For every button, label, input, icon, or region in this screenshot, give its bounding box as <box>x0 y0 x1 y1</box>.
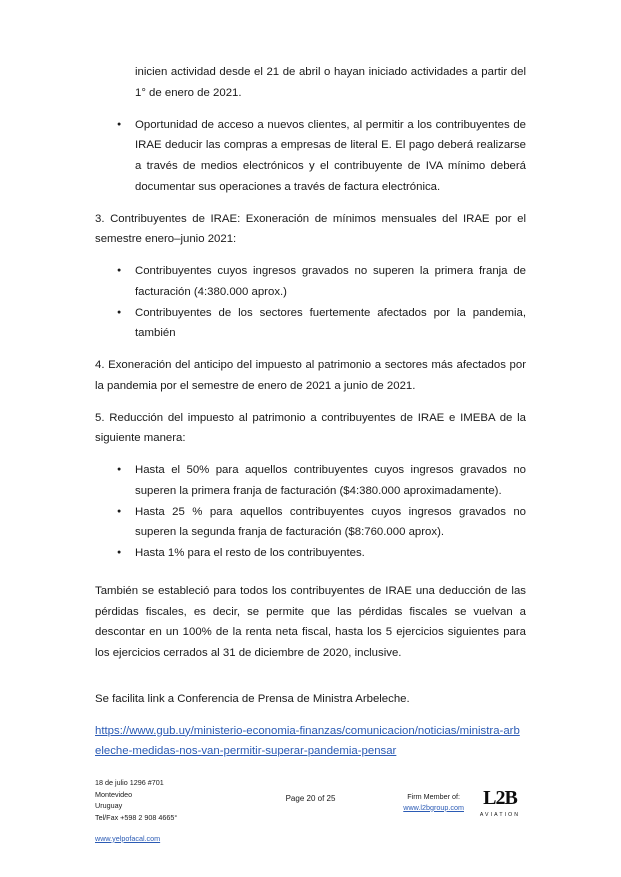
top-continuation-paragraph: inicien actividad desde el 21 de abril o hayan iniciado actividades a partir del 1° de enero de 2021. <box>135 66 526 99</box>
logo-wordmark: L2B <box>483 787 517 809</box>
list-item: ● Hasta el 50% para aquellos contribuyentes cuyos ingresos gravados no superen la primera franja de facturación ($4:380.000 aproximadamente). <box>95 460 526 502</box>
address-line-3: Uruguay <box>95 801 123 811</box>
closing-paragraph: También se estableció para todos los contribuyentes de IRAE una deducción de las pérdidas fiscales, es decir, se permite que las pérdidas fiscales se vuelvan a descontar en un 100% de la renta neta fiscal, hasta los 5 ejercicios siguientes para los ejercicios cerrados al 31 de diciembre de 2020, inclusive. <box>95 584 526 659</box>
page-number: Page 20 of 25 <box>285 794 336 803</box>
list-item: ● Contribuyentes cuyos ingresos gravados no superen la primera franja de facturación (4:380.000 aprox.) <box>95 261 526 303</box>
spacer <box>95 675 526 689</box>
firm-member-group <box>403 788 464 814</box>
list-item: ● Hasta 1% para el resto de los contribuyentes. <box>95 543 526 564</box>
link-intro-paragraph: Se facilita link a Conferencia de Prensa de Ministra Arbeleche. <box>95 692 410 705</box>
list-item: ● Hasta 25 % para aquellos contribuyentes cuyos ingresos gravados no superen la segunda franja de facturación ($8:760.000 aprox). <box>95 502 526 544</box>
item3-bullet-list <box>95 261 526 344</box>
company-website-link[interactable]: www.yelpofacal.com <box>95 833 161 843</box>
footer-firm-block <box>403 788 526 818</box>
item4-paragraph: 4. Exoneración del anticipo del impuesto al patrimonio a sectores más afectados por la pandemia por el semestre de enero de 2021 a junio de 2021. <box>95 359 526 392</box>
list-item: ● Oportunidad de acceso a nuevos clientes, al permitir a los contribuyentes de IRAE deducir las compras a empresas de literal E. El pago deberá realizarse a través de medios electrónicos y el contribuyente de IVA mínimo deberá documentar sus operaciones a través de factura electrónica. <box>95 115 526 198</box>
footer-address-block <box>95 777 177 844</box>
address-line-4: Tel/Fax +598 2 908 4665° <box>95 812 178 822</box>
logo-subtitle: AVIATION <box>479 812 521 818</box>
item5-bullet-list <box>95 460 526 564</box>
firm-member-label: Firm Member of: <box>407 792 460 801</box>
page-footer <box>0 777 621 855</box>
item3-intro-paragraph: 3. Contribuyentes de IRAE: Exoneración de mínimos mensuales del IRAE por el semestre enero–junio 2021: <box>95 212 526 246</box>
item5-intro-paragraph: 5. Reducción del impuesto al patrimonio a contribuyentes de IRAE e IMEBA de la siguiente manera: <box>95 411 526 445</box>
list-item: ● Contribuyentes de los sectores fuertemente afectados por la pandemia, también <box>95 303 526 345</box>
top-bullet-list <box>95 115 526 198</box>
address-line-2: Montevideo <box>95 789 133 799</box>
firm-member-link[interactable]: www.l2bgroup.com <box>403 802 464 812</box>
press-conference-link[interactable]: https://www.gub.uy/ministerio-economia-finanzas/comunicacion/noticias/ministra-arbeleche-medidas-nos-van-permitir-superar-pandemia-pensar <box>95 724 520 758</box>
press-conference-link-paragraph <box>95 721 526 763</box>
address-line-1: 18 de julio 1296 #701 <box>95 778 164 787</box>
l2b-aviation-logo <box>474 788 526 818</box>
